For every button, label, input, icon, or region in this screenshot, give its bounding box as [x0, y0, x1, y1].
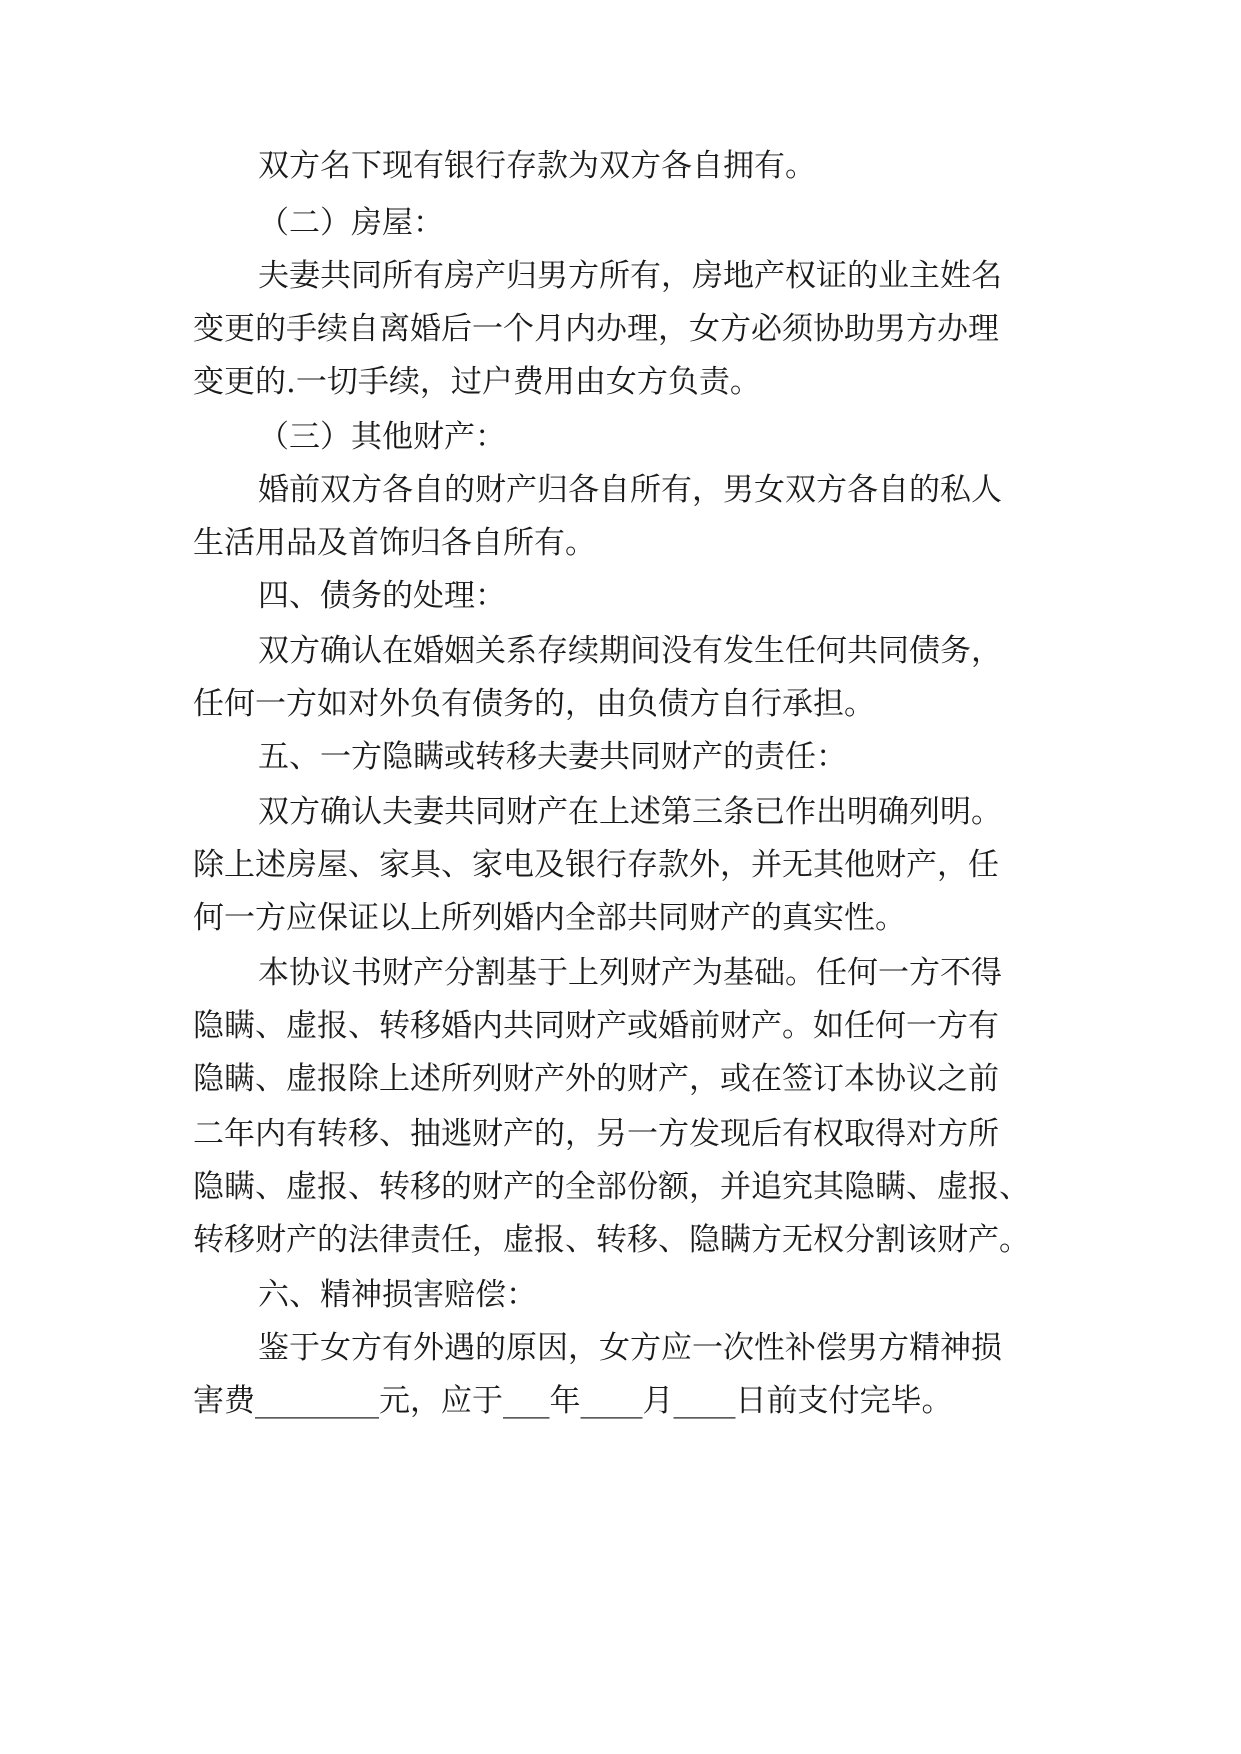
paragraph-line: 双方确认在婚姻关系存续期间没有发生任何共同债务，	[258, 633, 1002, 669]
paragraph-line: 双方确认夫妻共同财产在上述第三条已作出明确列明。	[258, 794, 1002, 830]
section-heading-other-property: （三）其他财产：	[258, 419, 506, 455]
paragraph-line: 鉴于女方有外遇的原因，女方应一次性补偿男方精神损	[258, 1330, 1002, 1366]
paragraph-line: 何一方应保证以上所列婚内全部共同财产的真实性。	[193, 900, 906, 936]
paragraph-line: 夫妻共同所有房产归男方所有，房地产权证的业主姓名	[258, 258, 1002, 294]
paragraph-line: 本协议书财产分割基于上列财产为基础。任何一方不得	[258, 955, 1002, 991]
paragraph-line: 隐瞒、虚报、转移婚内共同财产或婚前财产。如任何一方有	[193, 1008, 999, 1044]
paragraph-line: 害费________元，应于___年____月____日前支付完毕。	[193, 1383, 953, 1419]
paragraph-line: 变更的手续自离婚后一个月内办理，女方必须协助男方办理	[193, 311, 999, 347]
paragraph-line: 婚前双方各自的财产归各自所有，男女双方各自的私人	[258, 472, 1002, 508]
paragraph-line: 变更的.一切手续，过户费用由女方负责。	[193, 364, 761, 400]
section-heading-housing: （二）房屋：	[258, 205, 444, 241]
paragraph-line: 生活用品及首饰归各自所有。	[193, 525, 596, 561]
paragraph-line: 隐瞒、虚报除上述所列财产外的财产，或在签订本协议之前	[193, 1061, 999, 1097]
paragraph-line: 转移财产的法律责任，虚报、转移、隐瞒方无权分割该财产。	[193, 1222, 1030, 1258]
paragraph-line: 隐瞒、虚报、转移的财产的全部份额，并追究其隐瞒、虚报、	[193, 1169, 1030, 1205]
section-heading-debts: 四、债务的处理：	[258, 578, 506, 614]
paragraph-line: 双方名下现有银行存款为双方各自拥有。	[258, 148, 816, 184]
paragraph-line: 除上述房屋、家具、家电及银行存款外，并无其他财产，任	[193, 847, 999, 883]
section-heading-concealment: 五、一方隐瞒或转移夫妻共同财产的责任：	[258, 739, 847, 775]
paragraph-line: 任何一方如对外负有债务的，由负债方自行承担。	[193, 686, 875, 722]
paragraph-line: 二年内有转移、抽逃财产的，另一方发现后有权取得对方所	[193, 1116, 999, 1152]
section-heading-compensation: 六、精神损害赔偿：	[258, 1277, 537, 1313]
